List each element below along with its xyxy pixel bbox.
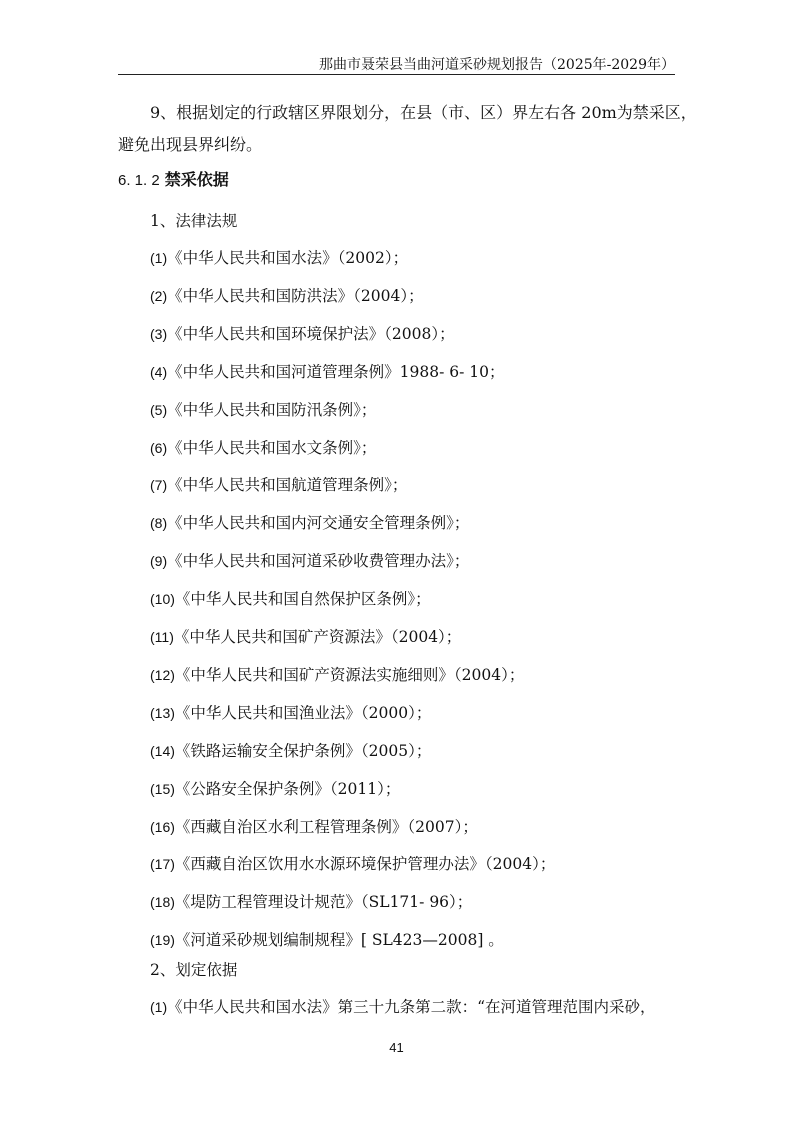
law-item-text: 《堤防工程管理设计规范》（SL171- 96）； xyxy=(174,893,473,911)
law-item-text: 《中华人民共和国矿产资源法实施细则》（2004）； xyxy=(174,666,525,684)
law-item xyxy=(150,360,505,382)
law-item xyxy=(150,322,455,344)
basis-item-1 xyxy=(150,995,656,1017)
intro-line-1: 9、根据划定的行政辖区界限划分，在县（市、区）界左右各 20m为禁采区， xyxy=(150,103,697,122)
laws-heading: 1、法律法规 xyxy=(150,212,238,230)
basis-item-text: 《中华人民共和国水法》第三十九条第二款：“在河道管理范围内采砂， xyxy=(167,998,656,1016)
law-item xyxy=(150,701,431,723)
page-number: 41 xyxy=(389,1040,404,1055)
law-item-number: (17) xyxy=(150,856,175,872)
law-item-number: (5) xyxy=(150,402,168,418)
law-item-number: (6) xyxy=(150,440,168,456)
law-item-text: 《西藏自治区饮用水水源环境保护管理办法》（2004）； xyxy=(174,855,556,873)
law-item xyxy=(150,777,400,799)
law-item-text: 《西藏自治区水利工程管理条例》（2007）； xyxy=(174,818,478,836)
law-item-text: 《中华人民共和国河道管理条例》1988- 6- 10； xyxy=(167,363,505,381)
section-number: 6. 1. 2 xyxy=(118,172,160,189)
law-item xyxy=(150,625,461,647)
law-item xyxy=(150,549,469,571)
law-item-text: 《中华人民共和国渔业法》（2000）； xyxy=(174,704,432,722)
law-item-number: (14) xyxy=(150,743,175,759)
law-item-text: 《中华人民共和国防汛条例》； xyxy=(167,401,377,419)
law-item-number: (3) xyxy=(150,326,168,342)
law-item-number: (1) xyxy=(150,250,168,266)
law-item xyxy=(150,284,424,306)
law-item-number: (2) xyxy=(150,288,168,304)
law-item-number: (16) xyxy=(150,819,175,835)
law-item-text: 《中华人民共和国河道采砂收费管理办法》； xyxy=(167,552,470,570)
law-item-text: 《中华人民共和国水法》（2002）； xyxy=(167,249,409,267)
law-item-text: 《铁路运输安全保护条例》（2005）； xyxy=(174,742,432,760)
law-item xyxy=(150,511,469,533)
law-item-text: 《中华人民共和国环境保护法》（2008）； xyxy=(167,325,455,343)
law-item xyxy=(150,663,524,685)
law-item-number: (15) xyxy=(150,781,175,797)
page-header: 那曲市聂荣县当曲河道采砂规划报告（2025年-2029年） xyxy=(319,57,675,73)
law-item xyxy=(150,890,472,912)
law-item-number: (10) xyxy=(150,591,175,607)
law-item xyxy=(150,436,376,458)
law-item-text: 《河道采砂规划编制规程》[ SL423—2008] 。 xyxy=(174,931,504,949)
intro-line-2: 避免出现县界纠纷。 xyxy=(118,135,263,154)
law-item-text: 《公路安全保护条例》（2011）； xyxy=(174,780,401,798)
law-item xyxy=(150,398,376,420)
section-heading xyxy=(118,167,229,190)
law-item-number: (12) xyxy=(150,667,175,683)
section-title: 禁采依据 xyxy=(164,170,229,189)
law-item-text: 《中华人民共和国内河交通安全管理条例》； xyxy=(167,514,470,532)
law-item-number: (8) xyxy=(150,515,168,531)
law-item-number: (4) xyxy=(150,364,168,380)
law-item xyxy=(150,739,431,761)
law-item-number: (7) xyxy=(150,477,168,493)
law-item xyxy=(150,246,408,268)
header-divider xyxy=(118,74,675,75)
basis-item-number: (1) xyxy=(150,999,168,1015)
law-item xyxy=(150,473,407,495)
law-item-number: (19) xyxy=(150,932,175,948)
law-item xyxy=(150,815,478,837)
law-item xyxy=(150,928,504,950)
law-item-number: (18) xyxy=(150,894,175,910)
law-item-text: 《中华人民共和国矿产资源法》（2004）； xyxy=(173,628,462,646)
law-item xyxy=(150,852,555,874)
law-item-text: 《中华人民共和国防洪法》（2004）； xyxy=(167,287,424,305)
law-item-text: 《中华人民共和国自然保护区条例》； xyxy=(174,590,431,608)
law-item-text: 《中华人民共和国水文条例》； xyxy=(167,439,377,457)
law-item-number: (9) xyxy=(150,553,168,569)
basis-heading: 2、划定依据 xyxy=(150,961,238,979)
law-item-number: (13) xyxy=(150,705,175,721)
law-item-text: 《中华人民共和国航道管理条例》； xyxy=(167,476,408,494)
law-item xyxy=(150,587,431,609)
law-item-number: (11) xyxy=(150,629,174,645)
